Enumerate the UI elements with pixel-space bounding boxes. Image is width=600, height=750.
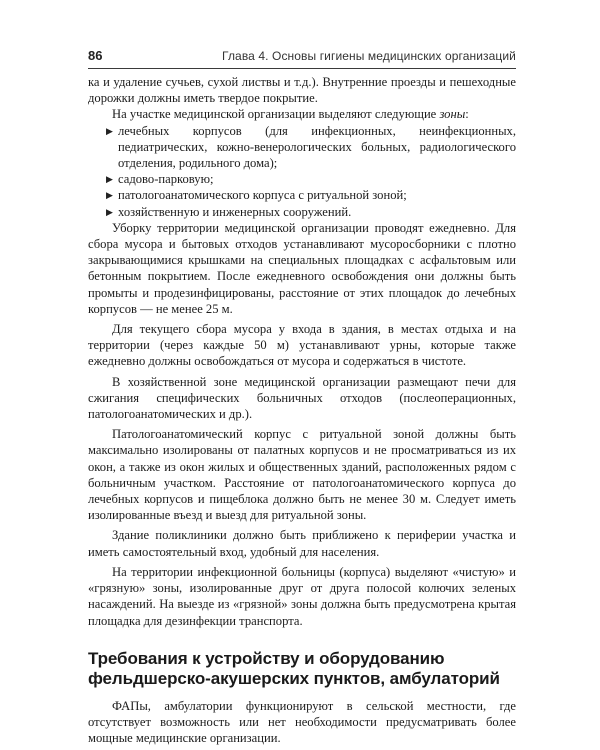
list-item [88,187,516,203]
body-text [88,74,516,746]
section-heading [88,649,516,689]
list-item-text: хозяйственную и инженерных сооружений. [118,204,352,219]
paragraph-bins: Для текущего сбора мусора у входа в здания, в местах отдыха и на территории (через каждые 50 м) устанавливают урны, которые также ежедневно должны освобождаться от мусора и содержаться в чистоте. [88,322,516,369]
zones-list [88,123,516,220]
bullet-icon: ▶ [106,174,113,185]
paragraph-cleaning: Уборку территории медицинской организации проводят ежедневно. Для сбора мусора и бытовых отходов устанавливают мусоросборники с плотно закрывающимися крышками на специальных площадках с асфальтовым или бетонным покрытием. После ежедневного освобождения они должны быть промыты и продезинфицированы, расстояние от этих площадок до лечебных корпусов — не менее 25 м. [88,220,516,316]
paragraph-furnaces: В хозяйственной зоне медицинской организации размещают печи для сжигания специфических больничных отходов (послеоперационных, патологоанатомических и др.). [88,374,516,422]
list-item [88,123,516,172]
paragraph-continued: ка и удаление сучьев, сухой листвы и т.д.). Внутренние проезды и пешеходные дорожки должны иметь твердое покрытие. [88,75,516,106]
list-item [88,171,516,187]
running-title: Глава 4. Основы гигиены медицинских организаций [222,49,516,63]
list-item [88,204,516,220]
paragraph-polyclinic: Здание поликлиники должно быть приближено к периферии участка и иметь самостоятельный вход, удобный для населения. [88,528,516,559]
paragraph-fap: ФАПы, амбулатории функционируют в сельской местности, где отсутствует возможность или нет необходимости предусматривать более мощные медицинские организации. [88,698,516,746]
zones-intro-colon: : [465,107,469,122]
bullet-icon: ▶ [106,206,113,217]
list-item-text: лечебных корпусов (для инфекционных, неинфекционных, педиатрических, кожно-венерологических больных, радиологического отделения, родильного дома); [118,123,516,171]
paragraph-pathology: Патологоанатомический корпус с ритуальной зоной должны быть максимально изолированы от палатных корпусов и не просматриваться из их окон, а также из окон жилых и общественных зданий, расположенных рядом с больничным участком. Расстояние от патологоанатомического корпуса до лечебных корпусов и пищеблока должно быть не менее 30 м. Следует иметь изолированные въезд и выезд для ритуальной зоны. [88,427,516,523]
bullet-icon: ▶ [106,190,113,201]
running-header [88,46,516,69]
page-number: 86 [88,48,103,63]
zones-emphasis: зоны [439,107,466,122]
paragraph-zones-intro [88,106,516,122]
bullet-icon: ▶ [106,125,113,136]
list-item-text: садово-парковую; [118,172,214,187]
paragraph-infectious: На территории инфекционной больницы (корпуса) выделяют «чистую» и «грязную» зоны, изолированные друг от друга полосой колючих зеленых насаждений. На выезде из «грязной» зоны должна быть предусмотрена крытая площадка для дезинфекции транспорта. [88,564,516,628]
list-item-text: патологоанатомического корпуса с ритуальной зоной; [118,188,407,203]
zones-intro-text: На участке медицинской организации выделяют следующие [112,107,440,122]
section-heading-line-1: Требования к устройству и оборудованию [88,648,445,668]
section-heading-line-2: фельдшерско-акушерских пунктов, амбулаторий [88,668,500,688]
